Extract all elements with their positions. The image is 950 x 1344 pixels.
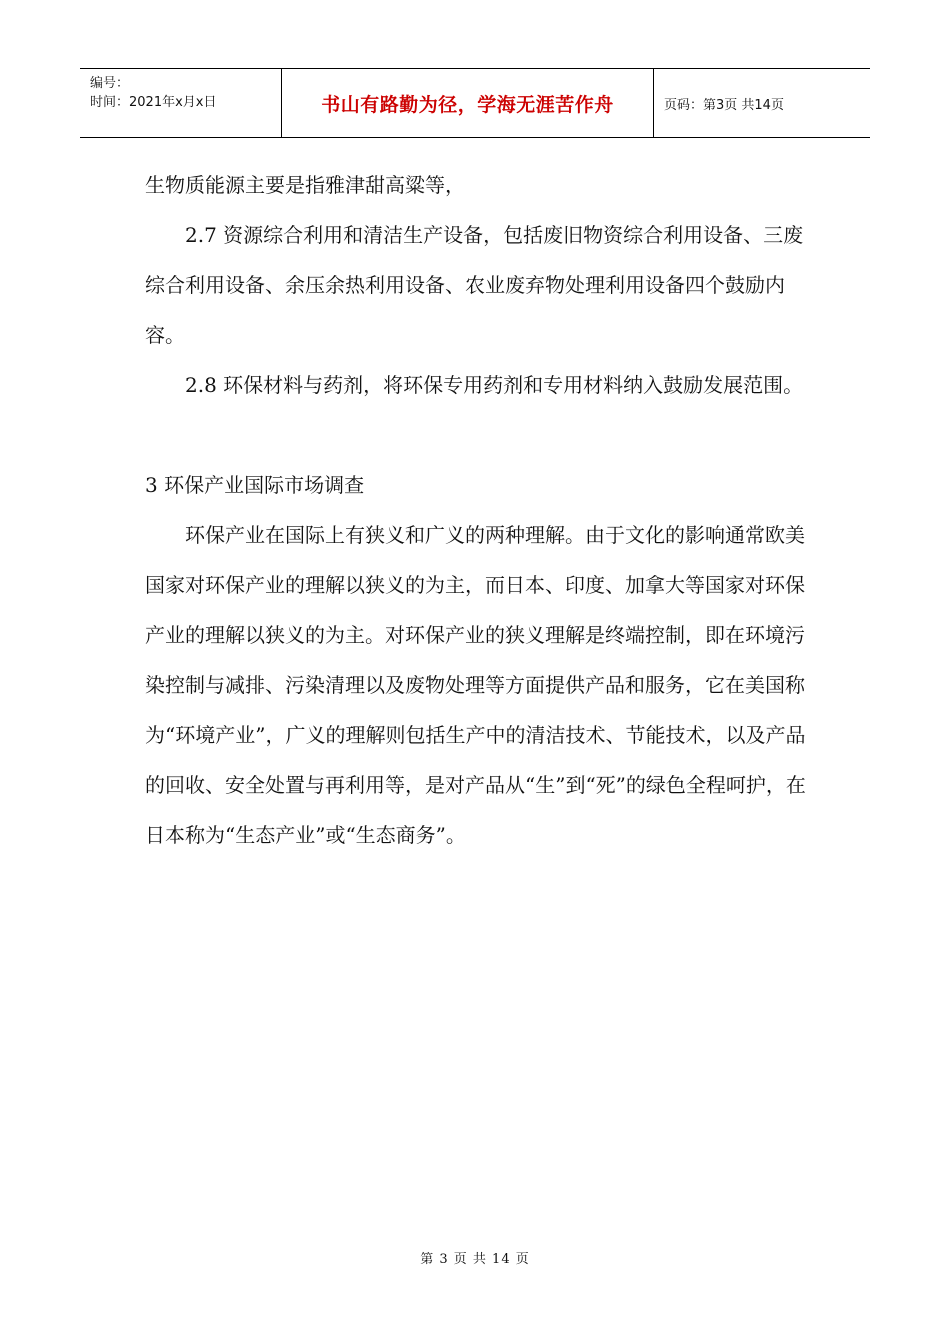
header-motto: 书山有路勤为径，学海无涯苦作舟 [321,93,614,116]
paragraph-2-8: 2.8 环保材料与药剂，将环保专用药剂和专用材料纳入鼓励发展范围。 [185,373,804,397]
header-page-number: 页码：第3页 共14页 [664,97,784,113]
page-footer: 第 3 页 共 14 页 [420,1252,530,1267]
paragraph-2-7: 2.7 资源综合利用和清洁生产设备，包括废旧物资综合利用设备、三废综合利用设备、余压余热利用设备、农业废弃物处理利用设备四个鼓励内容。 [145,223,804,347]
section-gap [145,410,809,460]
header-page-cell [654,69,870,137]
header-motto-cell [282,69,654,137]
paragraph-section-3: 环保产业在国际上有狭义和广义的两种理解。由于文化的影响通常欧美国家对环保产业的理解以狭义的为主，而日本、印度、加拿大等国家对环保产业的理解以狭义的为主。对环保产业的狭义理解是终端控制，即在环境污染控制与减排、污染清理以及废物处理等方面提供产品和服务，它在美国称为“环境产业”，广义的理解则包括生产中的清洁技术、节能技术，以及产品的回收、安全处置与再利用等，是对产品从“生”到“死”的绿色全程呵护，在日本称为“生态产业”或“生态商务”。 [145,523,806,847]
section-heading-3: 3 环保产业国际市场调查 [145,473,365,497]
document-number-label: 编号： [90,76,130,91]
document-date: 时间：2021年x月x日 [90,95,217,110]
document-body [145,160,809,860]
header-meta [80,69,282,137]
paragraph-continuation: 生物质能源主要是指雅津甜高粱等， [145,173,465,197]
page-header [80,68,870,138]
